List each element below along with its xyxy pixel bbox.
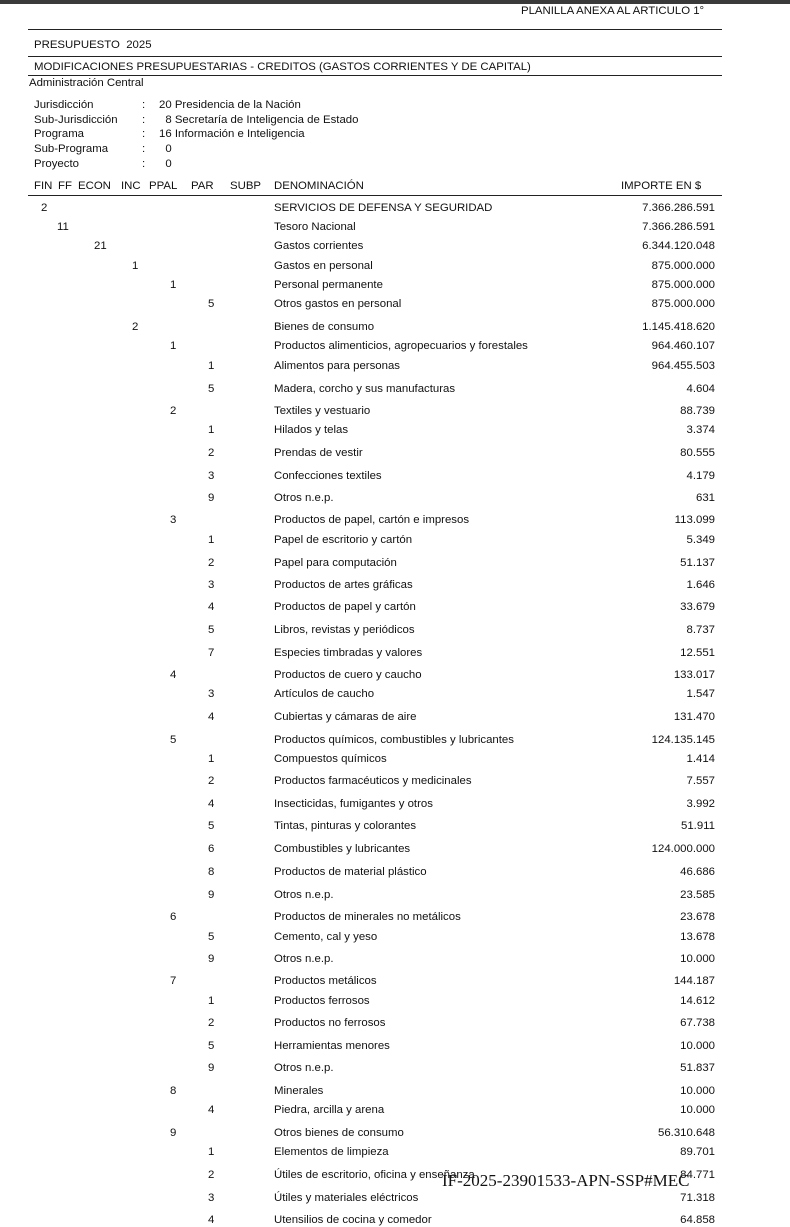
amount: 3.374: [686, 424, 715, 436]
par-code: 5: [208, 298, 215, 310]
amount: 964.455.503: [651, 360, 715, 372]
denomination: Prendas de vestir: [274, 447, 363, 459]
amount: 80.555: [680, 447, 715, 459]
amount: 23.585: [680, 889, 715, 901]
meta-separator: :: [142, 128, 146, 141]
col-header-importe: IMPORTE EN $: [621, 180, 702, 192]
ppal-code: 3: [170, 514, 177, 526]
denomination: Productos químicos, combustibles y lubricantes: [274, 734, 514, 746]
divider: [28, 29, 722, 30]
amount: 14.612: [680, 995, 715, 1007]
par-code: 4: [208, 798, 215, 810]
meta-value: 20 Presidencia de la Nación: [159, 99, 301, 111]
denomination: Madera, corcho y sus manufacturas: [274, 383, 456, 395]
denomination: Otros gastos en personal: [274, 298, 402, 310]
amount: 875.000.000: [651, 298, 715, 310]
ppal-code: 9: [170, 1127, 177, 1139]
administration-label: Administración Central: [29, 77, 144, 89]
par-code: 9: [208, 492, 215, 504]
denomination: Elementos de limpieza: [274, 1146, 389, 1158]
meta-separator: :: [142, 143, 146, 156]
denomination: SERVICIOS DE DEFENSA Y SEGURIDAD: [274, 202, 493, 214]
denomination: Papel para computación: [274, 557, 397, 569]
fin-code: 2: [41, 202, 48, 214]
meta-label: Jurisdicción: [34, 99, 94, 111]
ppal-code: 1: [170, 340, 177, 352]
amount: 51.911: [681, 820, 715, 832]
amount: 67.738: [680, 1017, 715, 1029]
par-code: 1: [208, 360, 215, 372]
denomination: Bienes de consumo: [274, 321, 375, 333]
denomination: Productos de papel, cartón e impresos: [274, 514, 470, 526]
par-code: 5: [208, 820, 215, 832]
meta-label: Programa: [34, 128, 85, 141]
amount: 124.000.000: [651, 843, 715, 855]
ppal-code: 4: [170, 669, 177, 681]
denomination: Minerales: [274, 1085, 324, 1097]
ppal-code: 6: [170, 911, 177, 923]
amount: 13.678: [680, 931, 715, 943]
amount: 631: [695, 492, 715, 504]
amount: 84.771: [680, 1169, 715, 1181]
denomination: Otros bienes de consumo: [274, 1127, 404, 1139]
denomination: Tintas, pinturas y colorantes: [274, 820, 417, 832]
meta-value: 16 Información e Inteligencia: [159, 128, 305, 141]
col-header-par: PAR: [191, 180, 214, 192]
amount: 10.000: [680, 953, 715, 965]
denomination: Cemento, cal y yeso: [274, 931, 378, 943]
amount: 5.349: [686, 534, 715, 546]
amount: 144.187: [673, 975, 715, 987]
amount: 131.470: [673, 711, 715, 723]
meta-separator: :: [142, 99, 146, 111]
denomination: Alimentos para personas: [274, 360, 400, 372]
budget-heading: [34, 38, 152, 52]
denomination: Productos de cuero y caucho: [274, 669, 422, 681]
denomination: Productos de artes gráficas: [274, 579, 413, 591]
amount: 71.318: [680, 1192, 715, 1204]
amount: 46.686: [680, 866, 715, 878]
meta-label: Sub-Programa: [34, 143, 109, 156]
par-code: 2: [208, 1169, 215, 1181]
denomination: Especies timbradas y valores: [274, 647, 423, 659]
amount: 12.551: [680, 647, 715, 659]
par-code: 1: [208, 534, 215, 546]
par-code: 3: [208, 688, 215, 700]
denomination: Productos de papel y cartón: [274, 601, 416, 613]
denomination: Textiles y vestuario: [274, 405, 371, 417]
amount: 7.366.286.591: [642, 221, 715, 233]
amount: 4.179: [686, 470, 715, 482]
denomination: Productos no ferrosos: [274, 1017, 386, 1029]
denomination: Útiles de escritorio, oficina y enseñanza: [274, 1169, 475, 1181]
amount: 23.678: [680, 911, 715, 923]
amount: 1.414: [686, 753, 715, 765]
par-code: 5: [208, 383, 215, 395]
amount: 6.344.120.048: [642, 240, 715, 252]
amount: 124.135.145: [651, 734, 715, 746]
denomination: Productos metálicos: [274, 975, 377, 987]
ppal-code: 8: [170, 1085, 177, 1097]
amount: 51.837: [680, 1062, 715, 1074]
par-code: 9: [208, 1062, 215, 1074]
denomination: Artículos de caucho: [274, 688, 375, 700]
budget-label: PRESUPUESTO: [34, 39, 120, 51]
denomination: Gastos corrientes: [274, 240, 364, 252]
denomination: Utensilios de cocina y comedor: [274, 1214, 432, 1226]
meta-value: 8 Secretaría de Inteligencia de Estado: [159, 113, 359, 126]
col-header-fin: FIN: [34, 180, 53, 192]
denomination: Otros n.e.p.: [274, 492, 334, 504]
par-code: 3: [208, 1192, 215, 1204]
par-code: 5: [208, 1040, 215, 1052]
col-header-inc: INC: [121, 180, 141, 192]
amount: 10.000: [680, 1040, 715, 1052]
denomination: Productos ferrosos: [274, 995, 370, 1007]
par-code: 2: [208, 557, 215, 569]
amount: 3.992: [686, 798, 715, 810]
par-code: 1: [208, 424, 215, 436]
par-code: 3: [208, 470, 215, 482]
amount: 10.000: [680, 1104, 715, 1116]
inc-code: 2: [132, 321, 139, 333]
denomination: Insecticidas, fumigantes y otros: [274, 798, 433, 810]
amount: 7.557: [686, 775, 715, 787]
par-code: 1: [208, 1146, 215, 1158]
denomination: Papel de escritorio y cartón: [274, 534, 413, 546]
par-code: 1: [208, 753, 215, 765]
amount: 7.366.286.591: [642, 202, 715, 214]
meta-value: 0: [159, 157, 172, 170]
par-code: 2: [208, 447, 215, 459]
par-code: 5: [208, 931, 215, 943]
amount: 875.000.000: [651, 260, 715, 272]
denomination: Productos de minerales no metálicos: [274, 911, 461, 923]
amount: 4.604: [686, 383, 715, 395]
ff-code: 11: [57, 221, 69, 233]
amount: 10.000: [680, 1085, 715, 1097]
col-header-subp: SUBP: [230, 180, 262, 192]
amount: 875.000.000: [651, 279, 715, 291]
par-code: 6: [208, 843, 215, 855]
par-code: 9: [208, 889, 215, 901]
col-header-econ: ECON: [78, 180, 111, 192]
budget-year: 2025: [126, 39, 152, 51]
col-header-ppal: PPAL: [149, 180, 178, 192]
denomination: Libros, revistas y periódicos: [274, 624, 415, 636]
denomination: Cubiertas y cámaras de aire: [274, 711, 417, 723]
amount: 1.646: [686, 579, 715, 591]
par-code: 9: [208, 953, 215, 965]
denomination: Otros n.e.p.: [274, 889, 334, 901]
amount: 64.858: [680, 1214, 715, 1226]
meta-label: Proyecto: [34, 157, 79, 170]
par-code: 4: [208, 1214, 215, 1226]
par-code: 4: [208, 1104, 215, 1116]
col-header-ff: FF: [58, 180, 72, 192]
par-code: 1: [208, 995, 215, 1007]
doc-title: MODIFICACIONES PRESUPUESTARIAS - CREDITOS (GASTOS CORRIENTES Y DE CAPITAL): [34, 61, 531, 73]
amount: 133.017: [673, 669, 715, 681]
par-code: 5: [208, 624, 215, 636]
amount: 1.547: [686, 688, 715, 700]
denomination: Otros n.e.p.: [274, 953, 334, 965]
denomination: Otros n.e.p.: [274, 1062, 334, 1074]
amount: 56.310.648: [657, 1127, 715, 1139]
meta-separator: :: [142, 113, 146, 126]
denomination: Gastos en personal: [274, 260, 373, 272]
divider: [28, 56, 722, 57]
ppal-code: 2: [170, 405, 177, 417]
amount: 51.137: [680, 557, 715, 569]
denomination: Hilados y telas: [274, 424, 349, 436]
denomination: Productos de material plástico: [274, 866, 427, 878]
denomination: Útiles y materiales eléctricos: [274, 1192, 419, 1204]
ppal-code: 5: [170, 734, 177, 746]
divider: [28, 195, 722, 196]
denomination: Productos alimenticios, agropecuarios y forestales: [274, 340, 528, 352]
denomination: Confecciones textiles: [274, 470, 382, 482]
amount: 964.460.107: [651, 340, 715, 352]
inc-code: 1: [132, 260, 139, 272]
denomination: Tesoro Nacional: [274, 221, 356, 233]
amount: 33.679: [680, 601, 715, 613]
par-code: 2: [208, 1017, 215, 1029]
col-header-denominacion: DENOMINACIÓN: [274, 180, 364, 192]
par-code: 4: [208, 601, 215, 613]
par-code: 3: [208, 579, 215, 591]
ppal-code: 7: [170, 975, 177, 987]
amount: 8.737: [686, 624, 715, 636]
meta-separator: :: [142, 157, 146, 170]
document-id-watermark: IF-2025-23901533-APN-SSP#MEC: [442, 1171, 690, 1190]
amount: 88.739: [680, 405, 715, 417]
denomination: Compuestos químicos: [274, 753, 387, 765]
denomination: Combustibles y lubricantes: [274, 843, 411, 855]
par-code: 4: [208, 711, 215, 723]
amount: 113.099: [674, 514, 715, 526]
amount: 89.701: [680, 1146, 715, 1158]
annex-title: PLANILLA ANEXA AL ARTICULO 1°: [521, 5, 705, 17]
ppal-code: 1: [170, 279, 177, 291]
econ-code: 21: [94, 240, 107, 252]
par-code: 2: [208, 775, 215, 787]
meta-label: Sub-Jurisdicción: [34, 113, 118, 126]
denomination: Productos farmacéuticos y medicinales: [274, 775, 472, 787]
amount: 1.145.418.620: [642, 321, 715, 333]
denomination: Personal permanente: [274, 279, 383, 291]
par-code: 8: [208, 866, 215, 878]
denomination: Herramientas menores: [274, 1040, 390, 1052]
par-code: 7: [208, 647, 215, 659]
meta-value: 0: [159, 143, 172, 156]
denomination: Piedra, arcilla y arena: [274, 1104, 385, 1116]
